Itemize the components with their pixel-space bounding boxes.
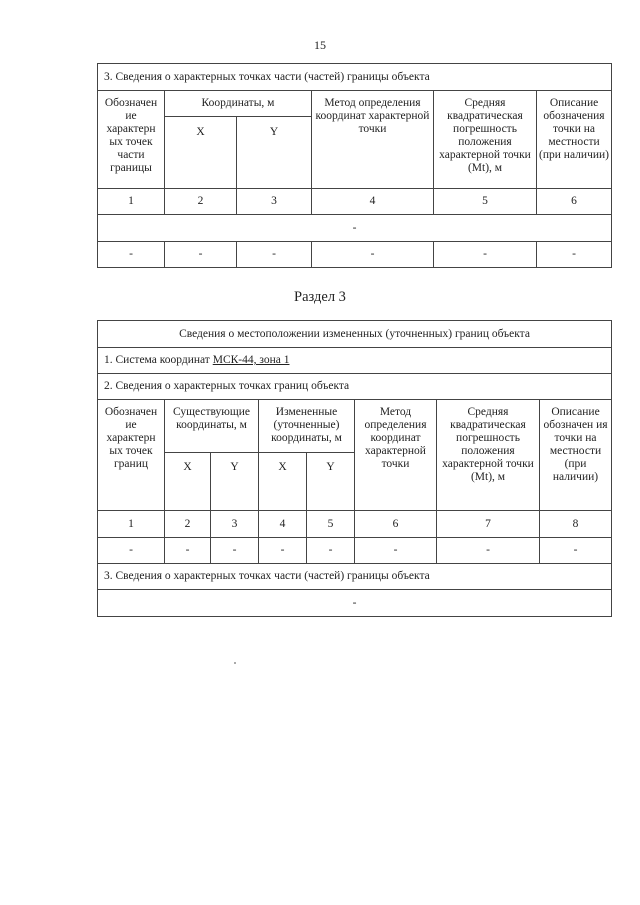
- table2-title: Сведения о местоположении измененных (уточненных) границ объекта: [98, 321, 612, 348]
- col-number: 1: [98, 189, 165, 215]
- table-cell: -: [211, 538, 259, 564]
- table-cell: -: [259, 538, 307, 564]
- header-method: Метод определения координат характерной точки: [355, 400, 437, 511]
- table-cell: -: [434, 242, 537, 268]
- col-number: 8: [540, 511, 612, 538]
- scan-speck: [234, 662, 236, 664]
- header-coordinates: Координаты, м: [165, 91, 312, 117]
- header-y: Y: [211, 453, 259, 511]
- table-cell: -: [537, 242, 612, 268]
- header-description: Описание обозначения точки на местности (при наличии): [537, 91, 612, 189]
- part-points-title: 3. Сведения о характерных точках части (частей) границы объекта: [98, 564, 612, 590]
- header-x: X: [165, 117, 237, 189]
- table-cell: -: [237, 242, 312, 268]
- table-cell: -: [98, 242, 165, 268]
- table-cell: -: [165, 242, 237, 268]
- header-changed-coordinates: Измененные (уточненные) координаты, м: [259, 400, 355, 453]
- page-number: 15: [314, 38, 326, 52]
- table-cell: -: [307, 538, 355, 564]
- col-number: 7: [437, 511, 540, 538]
- header-point-designation: Обозначен ие характерн ых точек границ: [98, 400, 165, 511]
- section-title: Раздел 3: [294, 289, 346, 305]
- header-y: Y: [237, 117, 312, 189]
- table1-title: 3. Сведения о характерных точках части (частей) границы объекта: [98, 64, 612, 91]
- merged-empty-row: -: [98, 215, 612, 242]
- table-cell: -: [355, 538, 437, 564]
- col-number: 6: [355, 511, 437, 538]
- col-number: 6: [537, 189, 612, 215]
- col-number: 4: [259, 511, 307, 538]
- coordinate-system-label: 1. Система координат: [104, 354, 213, 366]
- header-mean-error: Средняя квадратическая погрешность положения характерной точки (Mt), м: [437, 400, 540, 511]
- col-number: 3: [237, 189, 312, 215]
- points-title: 2. Сведения о характерных точках границ объекта: [98, 374, 612, 400]
- part-points-value: -: [98, 590, 612, 617]
- table-cell: -: [98, 538, 165, 564]
- col-number: 2: [165, 511, 211, 538]
- coordinate-system-value: МСК-44, зона 1: [212, 354, 290, 366]
- header-description: Описание обозначен ия точки на местности (при наличии): [540, 400, 612, 511]
- table-cell: -: [540, 538, 612, 564]
- header-method: Метод определения координат характерной точки: [312, 91, 434, 189]
- col-number: 2: [165, 189, 237, 215]
- header-mean-error: Средняя квадратическая погрешность положения характерной точки (Mt), м: [434, 91, 537, 189]
- header-point-designation: Обозначен ие характерн ых точек части границы: [98, 91, 165, 189]
- col-number: 1: [98, 511, 165, 538]
- header-x: X: [259, 453, 307, 511]
- table-cell: -: [437, 538, 540, 564]
- header-y: Y: [307, 453, 355, 511]
- col-number: 5: [307, 511, 355, 538]
- header-existing-coordinates: Существующие координаты, м: [165, 400, 259, 453]
- table-changed-boundaries: [97, 320, 612, 617]
- col-number: 5: [434, 189, 537, 215]
- coordinate-system-row: [98, 348, 612, 374]
- table-cell: -: [312, 242, 434, 268]
- col-number: 3: [211, 511, 259, 538]
- header-x: X: [165, 453, 211, 511]
- table-cell: -: [165, 538, 211, 564]
- table-part-boundary-points: [97, 63, 612, 268]
- col-number: 4: [312, 189, 434, 215]
